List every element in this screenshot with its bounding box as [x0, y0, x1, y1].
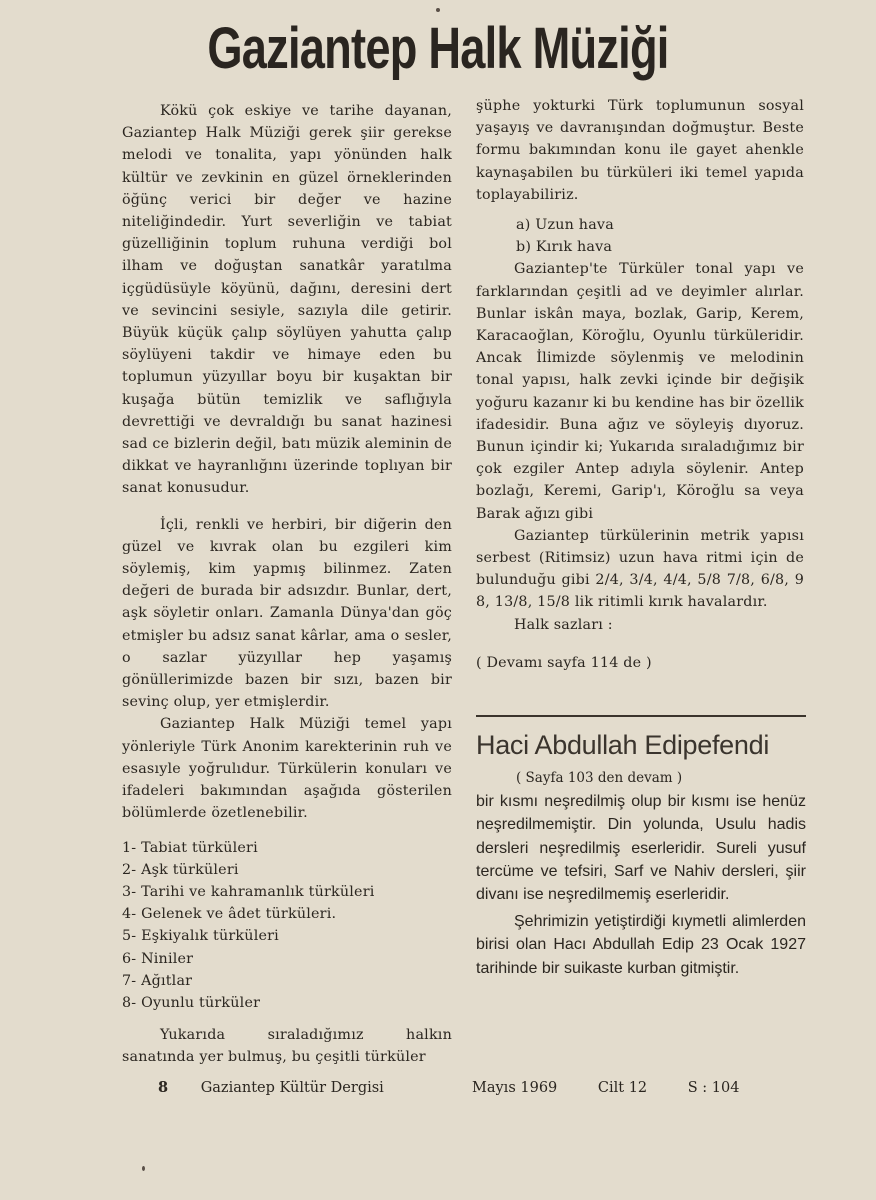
right-column	[476, 95, 804, 674]
list-item: 1- Tabiat türküleri	[122, 839, 258, 856]
issue-date: Mayıs 1969	[472, 1080, 558, 1096]
intro-paragraph: Kökü çok eskiye ve tarihe dayanan, Gaziantep Halk Müziği gerek şiir gerekse melodi ve tonalita, yapı yönünden halk kültür ve zevkinin en güzel örneklerinden öğünç verici bir değer ve hazine niteliğindedir. Yurt severliğin ve tabiat güzelliğinin toplum ruhuna verdiği bol ilham ve doğuştan sanatkâr yaratılma içgüdüsüyle köyünü, dağını, deresini dert ve sevincini sesiyle, sazıyla dile getirir. Büyük küçük çalıp söylüyen yahutta çalıp söylüyeni takdir ve himaye eden bu toplumun yüzyıllar boyu bir kuşaktan bir kuşağa bütün temizlik ve saflığıyla devrettiği ve devraldığı bu sanat hazinesi sad ce bizlerin değil, batı müzik aleminin de dikkat ve hayranlığını üzerinde toplıyan bir sanat konusudur.	[122, 103, 452, 497]
second-article-title: Haci Abdullah Edipefendi	[476, 730, 770, 760]
list-item: 8- Oyunlu türküler	[122, 994, 261, 1011]
journal-name: Gaziantep Kültür Dergisi	[200, 1080, 384, 1096]
second-article-paragraph-1: bir kısmı neşredilmiş olup bir kısmı ise henüz neşredilmemiştir. Din yolunda, Usulu hadis dersleri neşredilmiş eserleridir. Sureli yusuf tercüme ve tefsiri, Sarf ve Nahiv dersleri, şiir divanı ise neşredilmemiş eserleridir.	[476, 793, 806, 904]
second-article-body	[476, 767, 806, 980]
list-item: 4- Gelenek ve âdet türküleri.	[122, 906, 337, 923]
paragraph-2: İçli, renkli ve herbiri, bir diğerin den güzel ve kıvrak olan bu ezgileri kim söylemiş, kim yapmış bilinmez. Zaten değeri de burada bir adsızdır. Bunlar, dert, aşk söyletir onları. Zamanla Dünya'dan göç etmişler bu adsız sanat kârlar, ama o sesler, o sazlar yüzyıllar hep yaşamış gönüllerimizde bazen bir sızı, bazen bir sevinç olup, yer etmişlerdir.	[122, 516, 452, 711]
continued-from-note: ( Sayfa 103 den devam )	[516, 770, 683, 786]
print-speck	[142, 1166, 145, 1171]
paragraph-instruments: Halk sazları :	[514, 616, 613, 633]
list-item: b) Kırık hava	[516, 239, 613, 256]
continued-note: ( Devamı sayfa 114 de )	[476, 654, 652, 671]
page-number: 8	[158, 1079, 169, 1096]
list-item: 5- Eşkiyalık türküleri	[122, 928, 279, 945]
forms-list	[516, 214, 804, 258]
paragraph-metric: Gaziantep türkülerinin metrik yapısı serbest (Ritimsiz) uzun hava ritmi için de bulunduğu gibi 2/4, 3/4, 4/4, 5/8 7/8, 6/8, 9 8, 13/8, 15/8 lik ritimli kırık havalardır.	[476, 527, 804, 611]
footer-right	[472, 1078, 775, 1098]
song-types-list	[122, 837, 452, 1015]
paragraph-continued: şüphe yokturki Türk toplumunun sosyal yaşayış ve davranışından doğmuştur. Beste formu bakımından konu ile gayet ahenkle kaynaşabilen bu türküleri iki temel yapıda toplayabiliriz.	[476, 98, 804, 203]
list-item: a) Uzun hava	[516, 217, 614, 234]
list-item: 3- Tarihi ve kahramanlık türküleri	[122, 883, 375, 900]
footer-left	[158, 1078, 384, 1098]
paragraph-3: Gaziantep Halk Müziği temel yapı yönleriyle Türk Anonim karekterinin ruh ve esasıyle yoğrulıdur. Türkülerin konuları ve ifadeleri bakımından aşağıda gösterilen bölümlerde özetlenebilir.	[122, 716, 452, 822]
print-speck	[436, 8, 440, 12]
paragraph-4: Yukarıda sıraladığımız halkın sanatında yer bulmuş, bu çeşitli türküler	[122, 1027, 452, 1066]
volume-number: Cilt 12	[597, 1080, 648, 1096]
paragraph-tonal: Gaziantep'te Türküler tonal yapı ve farklarından çeşitli ad ve deyimler alırlar. Bunlar iskân maya, bozlak, Garip, Kerem, Karacaoğlan, Köroğlu, Oyunlu türküleridir. Ancak İlimizde söylenmiş ve melodinin tonal yapısı, halk zevki içinde bir değişik yoğuru kazanır ki bu kendine has bir özellik ifadesidir. Buna ağız ve söyleyiş dıyoruz. Bunun içindir ki; Yukarıda sıraladığımız bir çok ezgiler Antep adıyla söylenir. Antep bozlağı, Keremi, Garip'ı, Köroğlu sa veya Barak ağızı gibi	[476, 261, 804, 522]
list-item: 7- Ağıtlar	[122, 972, 193, 989]
second-article-paragraph-2: Şehrimizin yetiştirdiği kıymetli alimlerden birisi olan Hacı Abdullah Edip 23 Ocak 1927 tarihinde bir suikaste kurban gitmiştir.	[476, 913, 806, 977]
left-column	[122, 100, 452, 1069]
list-item: 6- Niniler	[122, 950, 194, 967]
issue-number: S : 104	[687, 1080, 740, 1096]
article-divider	[476, 715, 806, 717]
list-item: 2- Aşk türküleri	[122, 861, 239, 878]
page-title: Gaziantep Halk Müziği	[207, 16, 669, 81]
